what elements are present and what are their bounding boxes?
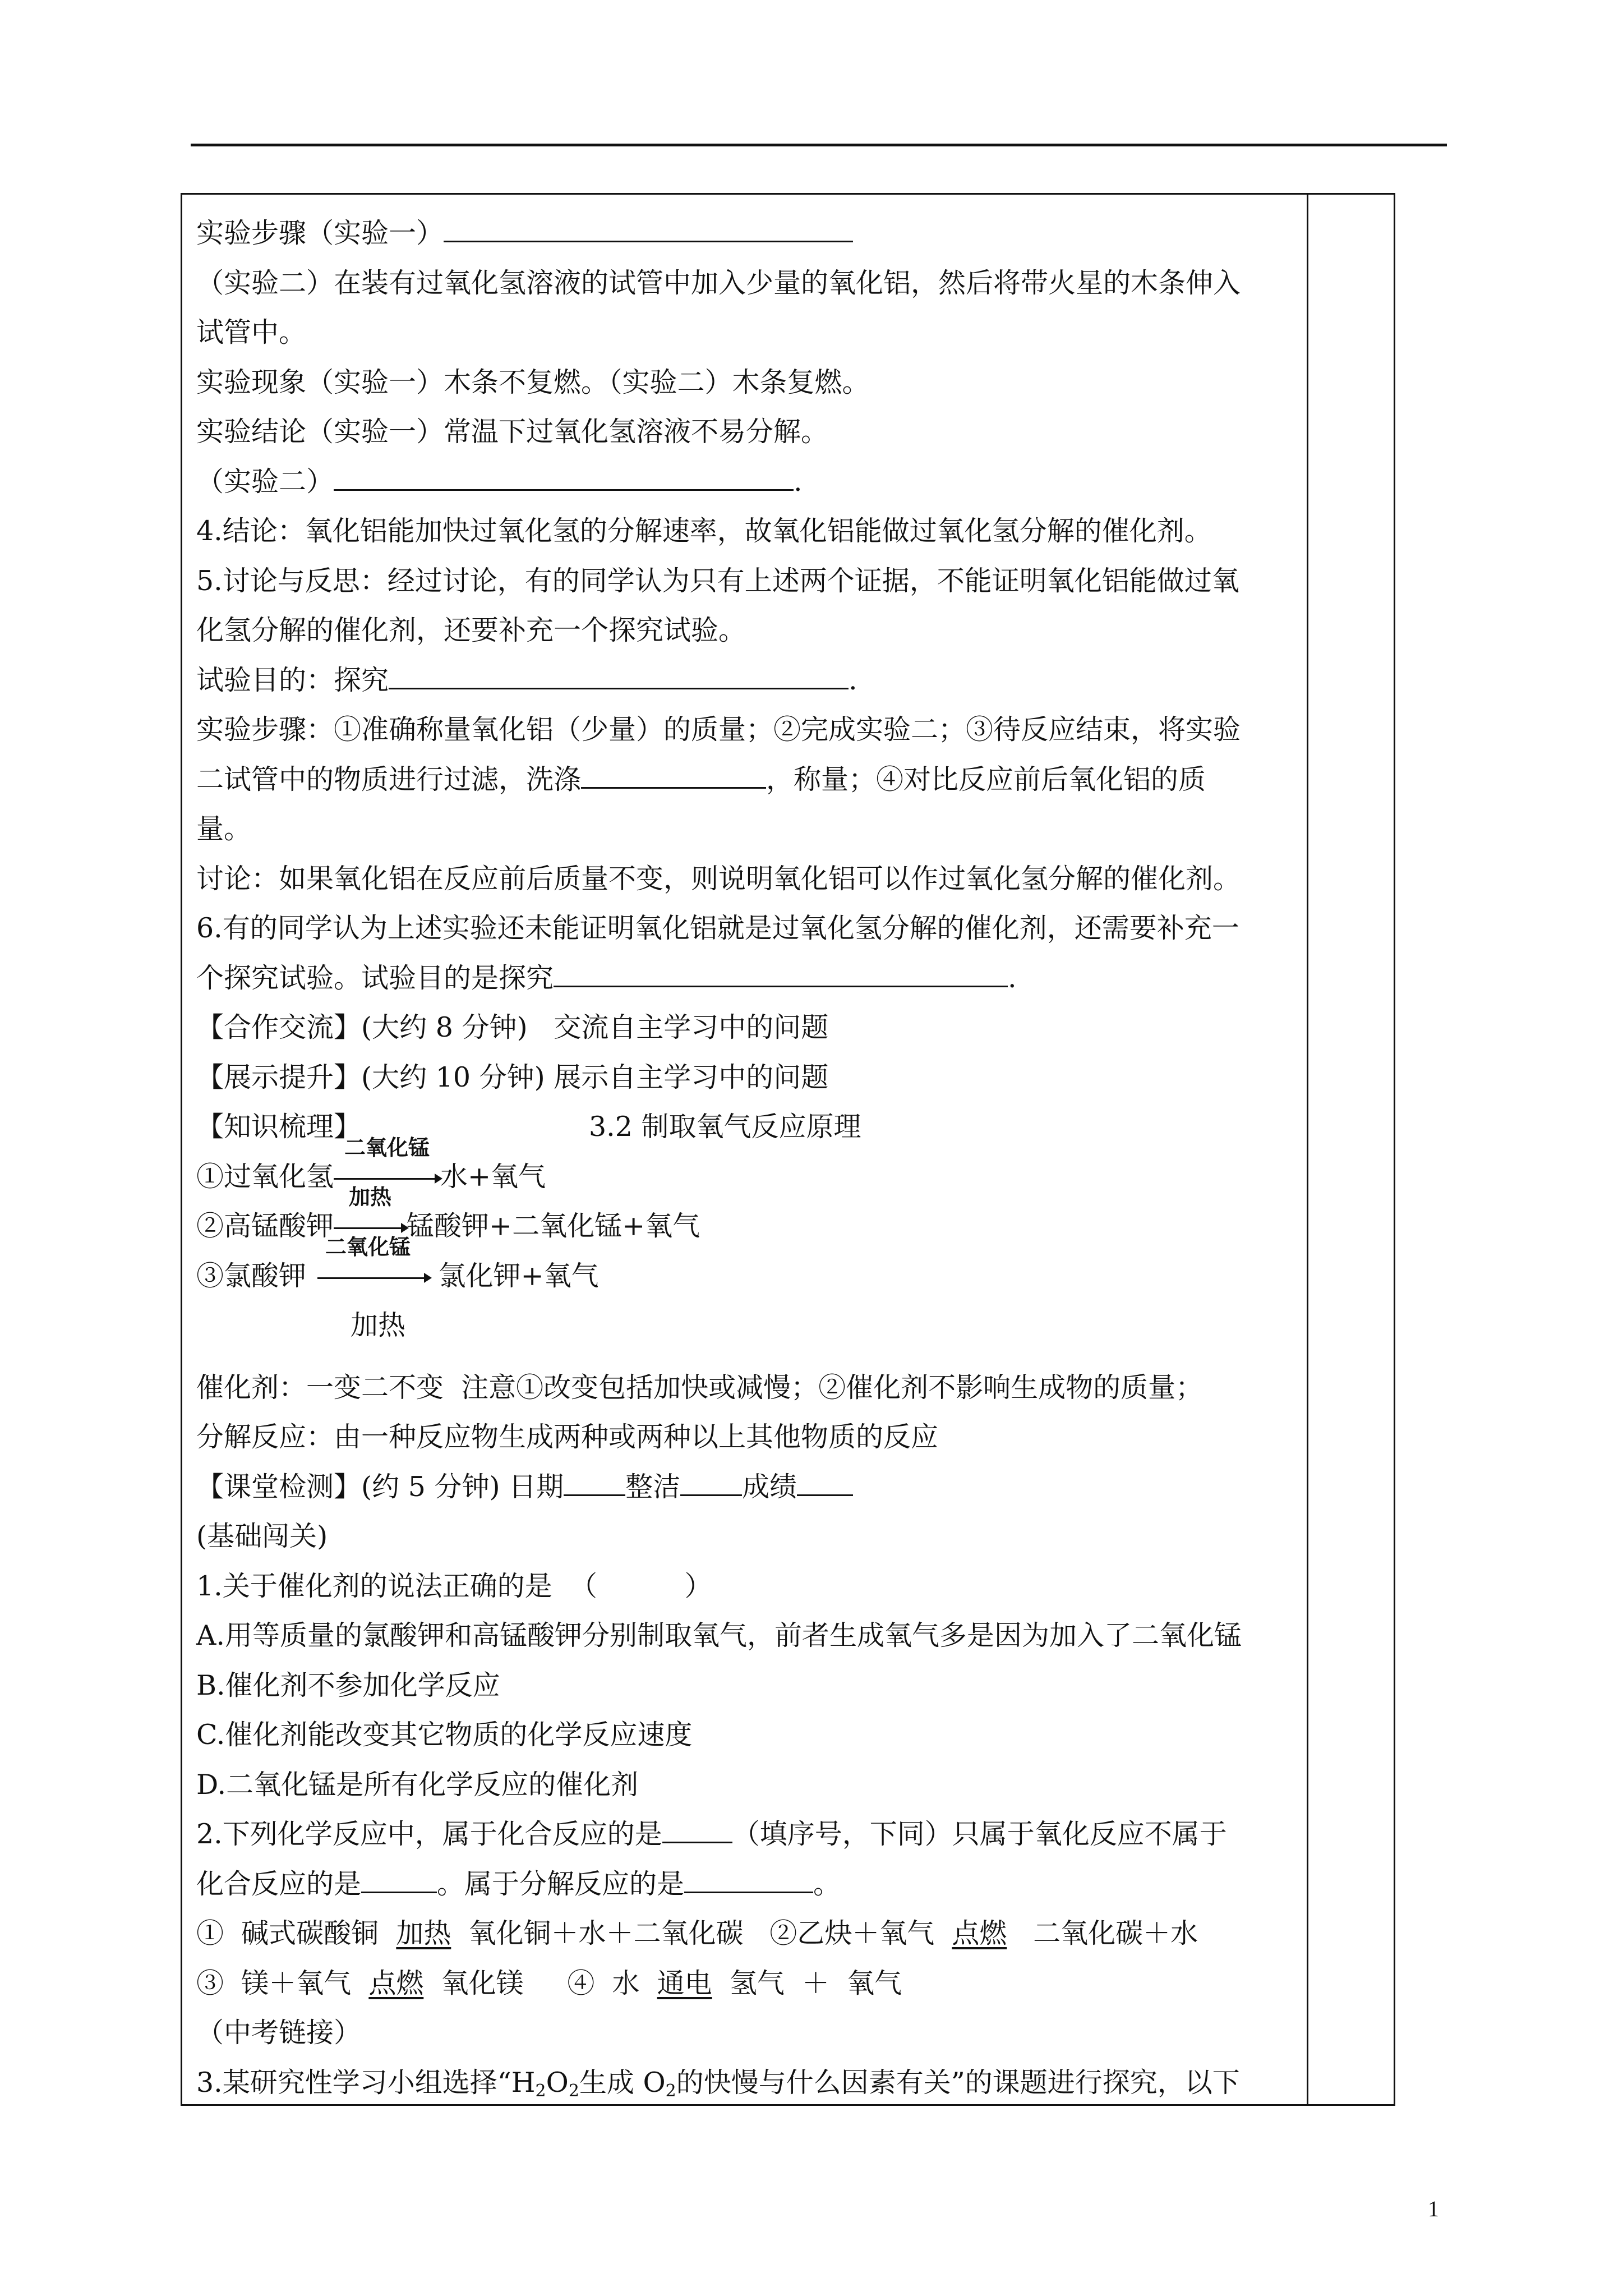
fill-blank[interactable] <box>361 1868 437 1893</box>
option-a: A.用等质量的氯酸钾和高锰酸钾分别制取氧气，前者生成氧气多是因为加入了二氧化锰 <box>196 1619 1242 1651</box>
worksheet-content <box>196 209 1301 2108</box>
text-line: 分解反应：由一种反应物生成两种或两种以上其他物质的反应 <box>196 1421 939 1453</box>
fill-blank[interactable] <box>444 217 853 242</box>
fill-blank[interactable] <box>680 1471 742 1496</box>
text-line: 个探究试验。试验目的是探究 . <box>196 961 1017 994</box>
option-c: C.催化剂能改变其它物质的化学反应速度 <box>196 1719 693 1751</box>
reaction-1: ①过氧化氢 二氧化锰 水+氧气 <box>196 1152 1301 1202</box>
question-1: 1.关于催化剂的说法正确的是 （ ） <box>196 1570 712 1602</box>
text-line: 二试管中的物质进行过滤，洗涤 ，称量；④对比反应前后氧化铝的质 <box>196 763 1206 795</box>
text-line: 【合作交流】(大约 8 分钟) 交流自主学习中的问题 <box>196 1011 829 1043</box>
fill-blank[interactable] <box>554 962 1008 987</box>
fill-blank[interactable] <box>662 1818 732 1843</box>
fill-blank[interactable] <box>334 466 794 491</box>
text-line: 5.讨论与反思：经过讨论，有的同学认为只有上述两个证据，不能证明氧化铝能做过氧 <box>196 564 1239 597</box>
reaction-2: ②高锰酸钾 加热 锰酸钾+二氧化锰+氧气 <box>196 1202 1301 1251</box>
text-line: （中考链接） <box>196 2017 362 2049</box>
fill-blank[interactable] <box>564 1471 625 1496</box>
text-line: 试管中。 <box>196 316 307 348</box>
section-heading: 【知识梳理】 3.2 制取氧气反应原理 <box>196 1102 1301 1152</box>
text-line: 实验步骤：①准确称量氧化铝（少量）的质量；②完成实验二；③待反应结束，将实验 <box>196 714 1241 746</box>
page-number: 1 <box>1428 2196 1439 2221</box>
text-line: 实验步骤（实验一） <box>196 209 1301 259</box>
text-line: 6.有的同学认为上述实验还未能证明氧化铝就是过氧化氢分解的催化剂，还需要补充一 <box>196 912 1239 944</box>
fill-blank[interactable] <box>389 664 849 689</box>
text-line: 4.结论：氧化铝能加快过氧化氢的分解速率，故氧化铝能做过氧化氢分解的催化剂。 <box>196 515 1212 547</box>
reaction-options: ① 碱式碳酸铜 加热 氧化铜＋水＋二氧化碳 ②乙炔＋氧气 点燃 二氧化碳＋水 <box>196 1917 1198 1949</box>
text-line: 实验现象（实验一）木条不复燃。（实验二）木条复燃。 <box>196 366 870 398</box>
reaction-options: ③ 镁＋氧气 点燃 氧化镁 ④ 水 通电 氢气 ＋ 氧气 <box>196 1967 902 1999</box>
reaction-3-condition: 加热 <box>351 1309 406 1341</box>
section-title: 3.2 制取氧气反应原理 <box>589 1111 861 1143</box>
fill-blank[interactable] <box>581 763 766 789</box>
reaction-arrow: 二氧化锰 <box>306 1251 430 1301</box>
text-line: 讨论：如果氧化铝在反应前后质量不变，则说明氧化铝可以作过氧化氢分解的催化剂。 <box>196 862 1241 895</box>
table-column-divider <box>1307 193 1308 2106</box>
fill-blank[interactable] <box>684 1868 813 1893</box>
question-3: 3.某研究性学习小组选择“$H_2O_2$生成 $O_2$的快慢与什么因素有关”的课题进行探究，以下 <box>196 2066 1240 2101</box>
text-line: 量。 <box>196 813 252 845</box>
text-line: 催化剂：一变二不变 注意①改变包括加快或减慢；②催化剂不影响生成物的质量； <box>196 1371 1204 1404</box>
text-line: 化氢分解的催化剂，还要补充一个探究试验。 <box>196 614 746 646</box>
option-b: B.催化剂不参加化学反应 <box>196 1669 500 1701</box>
fill-blank[interactable] <box>797 1471 853 1496</box>
reaction-arrow: 二氧化锰 <box>334 1152 440 1202</box>
reaction-arrow: 加热 <box>334 1202 407 1251</box>
text-line: （实验二）在装有过氧化氢溶液的试管中加入少量的氧化铝，然后将带火星的木条伸入 <box>196 266 1241 299</box>
text-line: 【课堂检测】(约 5 分钟) 日期 整洁 成绩 <box>196 1462 1301 1512</box>
text-line: 实验结论（实验一）常温下过氧化氢溶液不易分解。 <box>196 416 829 448</box>
reaction-3: ③氯酸钾 二氧化锰 氯化钾+氧气 <box>196 1251 1301 1301</box>
text-line: (基础闯关) <box>196 1520 328 1552</box>
text-line: （实验二） . <box>196 465 803 498</box>
text-line: 试验目的：探究 . <box>196 664 857 696</box>
question-2: 2.下列化学反应中，属于化合反应的是 （填序号，下同）只属于氧化反应不属于 <box>196 1818 1227 1850</box>
option-d: D.二氧化锰是所有化学反应的催化剂 <box>196 1768 639 1801</box>
header-rule <box>191 144 1447 146</box>
text-line: 化合反应的是 。属于分解反应的是 。 <box>196 1867 841 1900</box>
text-line: 【展示提升】(大约 10 分钟) 展示自主学习中的问题 <box>196 1061 829 1093</box>
